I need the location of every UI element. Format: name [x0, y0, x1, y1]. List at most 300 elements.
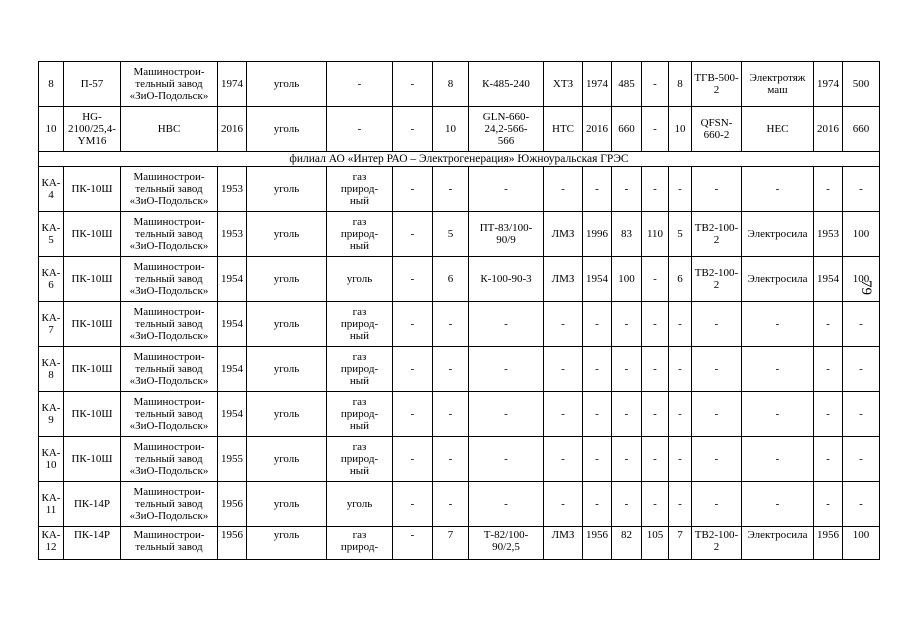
turbine-year-cell: - [583, 482, 612, 527]
heat-output-cell: - [642, 302, 669, 347]
reserve-fuel-line: уголь [346, 273, 373, 285]
turbine-manufacturer-cell: ЛМЗ [544, 257, 583, 302]
turbine-type-cell [469, 392, 544, 437]
generator-manufacturer-cell [742, 437, 814, 482]
row-number-line: 8 [48, 369, 54, 381]
boiler-manufacturer-line: Машинострои- [133, 529, 205, 541]
heat-output-cell: - [642, 437, 669, 482]
heat-output-cell: - [642, 257, 669, 302]
reserve-fuel-cell [327, 212, 393, 257]
turbine-type-line: ПТ-83/100- [479, 222, 533, 234]
generator-power-cell: 100 [843, 257, 880, 302]
unit-number-cell: - [433, 347, 469, 392]
reserve-fuel-line: ный [349, 240, 370, 252]
branch-row [39, 152, 880, 167]
reserve-fuel-line: газ [352, 216, 367, 228]
boiler-manufacturer-line: Машинострои- [133, 306, 205, 318]
boiler-model-line: ПК-10Ш [71, 363, 113, 375]
generator-type-line: ТВ2-100- [694, 529, 739, 541]
turbine-manufacturer-cell: - [544, 302, 583, 347]
turbine-manufacturer-cell: НТС [544, 107, 583, 152]
heat-output-cell: - [642, 392, 669, 437]
boiler-manufacturer-line: НВС [157, 123, 181, 135]
generator-manufacturer-line: Электросила [747, 273, 808, 285]
row-number-line: 10 [45, 459, 57, 471]
boiler-manufacturer-line: «ЗиО-Подольск» [129, 330, 209, 342]
table-row [39, 482, 880, 527]
col-7-cell: - [393, 212, 433, 257]
col-7-cell: - [393, 482, 433, 527]
heat-output-cell: - [642, 107, 669, 152]
row-number-line: 5 [48, 234, 54, 246]
turbine-type-line: - [504, 498, 508, 510]
heat-output-cell: - [642, 347, 669, 392]
boiler-manufacturer-line: «ЗиО-Подольск» [129, 240, 209, 252]
unit-number-cell: 6 [433, 257, 469, 302]
turbine-type-line: 24,2-566- [484, 123, 528, 135]
turbine-type-line: - [504, 363, 508, 375]
generator-year-cell: 2016 [814, 107, 843, 152]
turbine-power-cell: 82 [612, 527, 642, 560]
row-number-line: 4 [48, 189, 54, 201]
generator-manufacturer-cell [742, 257, 814, 302]
generator-type-line: - [714, 183, 719, 195]
boiler-manufacturer-line: тельный завод [135, 228, 203, 240]
generator-type-line: 2 [713, 279, 720, 291]
row-number-line: КА- [41, 267, 61, 279]
row-number-line: 12 [45, 541, 57, 553]
reserve-fuel-line: газ [352, 529, 367, 541]
generator-year-cell: - [814, 437, 843, 482]
reserve-fuel-cell [327, 437, 393, 482]
boiler-model-line: ПК-14Р [73, 529, 111, 541]
boiler-year-cell: 1955 [218, 437, 247, 482]
row-number-line: КА- [41, 447, 61, 459]
boiler-year-cell: 1954 [218, 257, 247, 302]
turbine-power-cell: - [612, 392, 642, 437]
generator-year-cell: 1956 [814, 527, 843, 560]
reserve-fuel-line: ный [349, 465, 370, 477]
generator-type-cell [692, 212, 742, 257]
generator-type-line: - [714, 498, 719, 510]
boiler-manufacturer-line: тельный завод [135, 498, 203, 510]
generator-type-cell [692, 347, 742, 392]
boiler-manufacturer-line: «ЗиО-Подольск» [129, 90, 209, 102]
boiler-model-line: ПК-10Ш [71, 273, 113, 285]
reserve-fuel-cell [327, 392, 393, 437]
heat-output-cell: - [642, 62, 669, 107]
boiler-year-cell: 1954 [218, 302, 247, 347]
boiler-model-line: ПК-10Ш [71, 318, 113, 330]
reserve-fuel-cell [327, 167, 393, 212]
reserve-fuel-line: газ [352, 171, 367, 183]
generator-number-cell: - [669, 167, 692, 212]
boiler-model-line: HG- [82, 111, 102, 123]
generator-type-line: 2 [713, 234, 720, 246]
turbine-manufacturer-cell: ХТЗ [544, 62, 583, 107]
generator-type-line: ТВ2-100- [694, 267, 739, 279]
turbine-manufacturer-cell: ЛМЗ [544, 527, 583, 560]
unit-number-cell: 10 [433, 107, 469, 152]
boiler-model-cell [64, 167, 121, 212]
table-row [39, 107, 880, 152]
boiler-model-cell [64, 437, 121, 482]
col-7-cell: - [393, 437, 433, 482]
row-number-line: КА- [41, 177, 61, 189]
unit-number-cell: - [433, 392, 469, 437]
generator-manufacturer-cell [742, 392, 814, 437]
boiler-manufacturer-cell [121, 167, 218, 212]
unit-number-cell: 7 [433, 527, 469, 560]
reserve-fuel-cell [327, 302, 393, 347]
turbine-type-line: GLN-660- [482, 111, 530, 123]
generator-power-cell: 100 [843, 212, 880, 257]
turbine-power-cell: - [612, 347, 642, 392]
boiler-model-cell [64, 212, 121, 257]
reserve-fuel-line: - [357, 78, 362, 90]
boiler-manufacturer-line: «ЗиО-Подольск» [129, 510, 209, 522]
row-number-cell: 8 [39, 62, 64, 107]
boiler-model-line: ПК-10Ш [71, 183, 113, 195]
boiler-model-line: 2100/25,4- [68, 123, 116, 135]
row-number-line: КА- [41, 312, 61, 324]
boiler-manufacturer-cell [121, 212, 218, 257]
boiler-model-cell [64, 392, 121, 437]
main-fuel-cell: уголь [247, 257, 327, 302]
turbine-type-line: К-485-240 [482, 78, 530, 90]
boiler-model-line: ПК-10Ш [71, 408, 113, 420]
generator-manufacturer-line: - [775, 363, 780, 375]
main-fuel-cell: уголь [247, 527, 327, 560]
row-number-line: КА- [41, 357, 61, 369]
turbine-power-cell: 100 [612, 257, 642, 302]
generator-power-cell: - [843, 437, 880, 482]
generator-number-cell: - [669, 347, 692, 392]
row-number-line: КА- [41, 529, 61, 541]
row-number-cell [39, 392, 64, 437]
unit-number-cell: - [433, 302, 469, 347]
unit-number-cell: - [433, 437, 469, 482]
reserve-fuel-line: - [357, 123, 362, 135]
generator-type-cell [692, 437, 742, 482]
turbine-year-cell: - [583, 167, 612, 212]
boiler-manufacturer-line: тельный завод [135, 453, 203, 465]
table-row [39, 62, 880, 107]
generator-number-cell: 10 [669, 107, 692, 152]
table-row [39, 527, 880, 560]
boiler-model-cell [64, 107, 121, 152]
boiler-manufacturer-line: тельный завод [135, 318, 203, 330]
generator-manufacturer-cell [742, 302, 814, 347]
row-number-line: КА- [41, 492, 61, 504]
generator-number-cell: - [669, 302, 692, 347]
boiler-model-cell [64, 482, 121, 527]
generator-type-cell [692, 107, 742, 152]
row-number-cell [39, 167, 64, 212]
reserve-fuel-line: уголь [346, 498, 373, 510]
boiler-manufacturer-line: Машинострои- [133, 66, 205, 78]
generator-power-cell: 660 [843, 107, 880, 152]
reserve-fuel-cell [327, 347, 393, 392]
generator-manufacturer-line: - [775, 183, 780, 195]
turbine-manufacturer-cell: ЛМЗ [544, 212, 583, 257]
heat-output-cell: 105 [642, 527, 669, 560]
turbine-year-cell: - [583, 347, 612, 392]
reserve-fuel-line: природ- [340, 318, 379, 330]
row-number-line: 9 [48, 414, 54, 426]
reserve-fuel-line: газ [352, 396, 367, 408]
boiler-model-cell [64, 62, 121, 107]
boiler-model-line: П-57 [80, 78, 104, 90]
table-row [39, 257, 880, 302]
turbine-type-cell [469, 107, 544, 152]
generator-manufacturer-line: Электросила [747, 228, 808, 240]
main-fuel-cell: уголь [247, 392, 327, 437]
boiler-model-line: ПК-10Ш [71, 228, 113, 240]
boiler-manufacturer-line: «ЗиО-Подольск» [129, 375, 209, 387]
generator-power-cell: - [843, 167, 880, 212]
reserve-fuel-line: природ- [340, 183, 379, 195]
boiler-manufacturer-cell [121, 62, 218, 107]
col-7-cell: - [393, 527, 433, 560]
generator-year-cell: 1954 [814, 257, 843, 302]
reserve-fuel-line: природ- [340, 363, 379, 375]
col-7-cell: - [393, 347, 433, 392]
turbine-manufacturer-cell: - [544, 392, 583, 437]
turbine-power-cell: - [612, 302, 642, 347]
turbine-type-line: - [504, 453, 508, 465]
main-fuel-cell: уголь [247, 302, 327, 347]
generator-type-line: ТВ2-100- [694, 222, 739, 234]
turbine-type-line: 566 [497, 135, 515, 147]
main-fuel-cell: уголь [247, 167, 327, 212]
turbine-type-line: - [504, 183, 508, 195]
row-number-cell [39, 527, 64, 560]
row-number-cell [39, 482, 64, 527]
reserve-fuel-line: природ- [340, 408, 379, 420]
generator-year-cell: - [814, 302, 843, 347]
boiler-manufacturer-cell [121, 347, 218, 392]
generator-type-line: ТГВ-500- [694, 72, 739, 84]
col-7-cell: - [393, 392, 433, 437]
reserve-fuel-cell [327, 527, 393, 560]
turbine-power-cell: 660 [612, 107, 642, 152]
reserve-fuel-line: ный [349, 330, 370, 342]
turbine-power-cell: 485 [612, 62, 642, 107]
main-fuel-cell: уголь [247, 107, 327, 152]
table-row [39, 167, 880, 212]
boiler-manufacturer-line: Машинострои- [133, 351, 205, 363]
boiler-manufacturer-line: Машинострои- [133, 441, 205, 453]
turbine-manufacturer-cell: - [544, 482, 583, 527]
boiler-year-cell: 1956 [218, 527, 247, 560]
turbine-power-cell: - [612, 482, 642, 527]
generator-type-line: - [714, 453, 719, 465]
generator-year-cell: 1974 [814, 62, 843, 107]
boiler-model-cell [64, 302, 121, 347]
boiler-year-cell: 1953 [218, 167, 247, 212]
reserve-fuel-line: природ- [340, 541, 379, 553]
col-7-cell: - [393, 107, 433, 152]
generator-type-cell [692, 527, 742, 560]
boiler-manufacturer-line: тельный завод [135, 541, 203, 553]
equipment-table [38, 61, 880, 560]
boiler-manufacturer-line: «ЗиО-Подольск» [129, 285, 209, 297]
generator-manufacturer-cell [742, 347, 814, 392]
boiler-manufacturer-line: «ЗиО-Подольск» [129, 465, 209, 477]
generator-number-cell: 8 [669, 62, 692, 107]
reserve-fuel-line: газ [352, 306, 367, 318]
boiler-model-line: ПК-10Ш [71, 453, 113, 465]
boiler-manufacturer-line: Машинострои- [133, 486, 205, 498]
generator-number-cell: - [669, 482, 692, 527]
boiler-year-cell: 1974 [218, 62, 247, 107]
turbine-type-line: Т-82/100- [483, 529, 529, 541]
reserve-fuel-line: газ [352, 441, 367, 453]
generator-number-cell: - [669, 392, 692, 437]
turbine-year-cell: 1996 [583, 212, 612, 257]
table-row [39, 347, 880, 392]
boiler-manufacturer-line: тельный завод [135, 408, 203, 420]
generator-power-cell: 500 [843, 62, 880, 107]
boiler-manufacturer-cell [121, 257, 218, 302]
table-row [39, 212, 880, 257]
generator-type-cell [692, 257, 742, 302]
main-fuel-cell: уголь [247, 212, 327, 257]
reserve-fuel-line: ный [349, 195, 370, 207]
reserve-fuel-cell [327, 107, 393, 152]
generator-manufacturer-line: - [775, 453, 780, 465]
row-number-cell: 10 [39, 107, 64, 152]
generator-number-cell: - [669, 437, 692, 482]
heat-output-cell: - [642, 482, 669, 527]
row-number-line: 7 [48, 324, 54, 336]
row-number-cell [39, 437, 64, 482]
unit-number-cell: - [433, 167, 469, 212]
turbine-type-cell [469, 482, 544, 527]
reserve-fuel-line: ный [349, 375, 370, 387]
boiler-model-cell [64, 257, 121, 302]
boiler-manufacturer-line: «ЗиО-Подольск» [129, 420, 209, 432]
reserve-fuel-cell [327, 482, 393, 527]
turbine-type-cell [469, 62, 544, 107]
reserve-fuel-cell [327, 62, 393, 107]
generator-year-cell: - [814, 482, 843, 527]
turbine-power-cell: 83 [612, 212, 642, 257]
row-number-line: 6 [48, 279, 54, 291]
generator-manufacturer-line: - [775, 408, 780, 420]
reserve-fuel-cell [327, 257, 393, 302]
generator-manufacturer-line: - [775, 318, 780, 330]
unit-number-cell: - [433, 482, 469, 527]
row-number-line: КА- [41, 402, 61, 414]
boiler-model-cell [64, 347, 121, 392]
generator-year-cell: - [814, 392, 843, 437]
generator-type-line: - [714, 408, 719, 420]
turbine-year-cell: 2016 [583, 107, 612, 152]
turbine-type-line: К-100-90-3 [480, 273, 532, 285]
turbine-type-cell [469, 212, 544, 257]
heat-output-cell: - [642, 167, 669, 212]
generator-number-cell: 7 [669, 527, 692, 560]
generator-manufacturer-line: НЕС [766, 123, 789, 135]
unit-number-cell: 5 [433, 212, 469, 257]
turbine-year-cell: 1956 [583, 527, 612, 560]
generator-year-cell: 1953 [814, 212, 843, 257]
unit-number-cell: 8 [433, 62, 469, 107]
boiler-year-cell: 1954 [218, 392, 247, 437]
generator-year-cell: - [814, 167, 843, 212]
generator-type-line: 660-2 [703, 129, 730, 141]
reserve-fuel-line: газ [352, 351, 367, 363]
reserve-fuel-line: природ- [340, 453, 379, 465]
generator-manufacturer-line: Электросила [747, 529, 808, 541]
row-number-cell [39, 302, 64, 347]
boiler-manufacturer-line: тельный завод [135, 183, 203, 195]
boiler-manufacturer-cell [121, 437, 218, 482]
turbine-type-cell [469, 437, 544, 482]
turbine-type-cell [469, 347, 544, 392]
generator-type-cell [692, 167, 742, 212]
turbine-type-cell [469, 167, 544, 212]
boiler-manufacturer-line: тельный завод [135, 363, 203, 375]
branch-title: филиал АО «Интер РАО – Электрогенерация» Южноуральская ГРЭС [39, 152, 880, 167]
generator-type-cell [692, 302, 742, 347]
generator-type-cell [692, 482, 742, 527]
generator-manufacturer-cell [742, 167, 814, 212]
generator-power-cell: 100 [843, 527, 880, 560]
boiler-manufacturer-cell [121, 392, 218, 437]
turbine-year-cell: 1954 [583, 257, 612, 302]
boiler-manufacturer-line: Машинострои- [133, 216, 205, 228]
boiler-manufacturer-line: тельный завод [135, 78, 203, 90]
table-row [39, 392, 880, 437]
reserve-fuel-line: ный [349, 420, 370, 432]
generator-type-line: 2 [713, 84, 720, 96]
generator-type-line: - [714, 363, 719, 375]
boiler-manufacturer-line: Машинострои- [133, 396, 205, 408]
boiler-model-cell [64, 527, 121, 560]
row-number-line: КА- [41, 222, 61, 234]
boiler-manufacturer-cell [121, 302, 218, 347]
boiler-manufacturer-line: тельный завод [135, 273, 203, 285]
row-number-line: 11 [45, 504, 57, 516]
generator-power-cell: - [843, 302, 880, 347]
boiler-manufacturer-line: «ЗиО-Подольск» [129, 195, 209, 207]
generator-number-cell: 5 [669, 212, 692, 257]
boiler-model-line: ПК-14Р [73, 498, 111, 510]
turbine-type-cell [469, 302, 544, 347]
table-row [39, 437, 880, 482]
row-number-cell [39, 212, 64, 257]
generator-manufacturer-cell [742, 527, 814, 560]
boiler-manufacturer-cell [121, 107, 218, 152]
generator-power-cell: - [843, 347, 880, 392]
generator-number-cell: 6 [669, 257, 692, 302]
turbine-type-line: - [504, 318, 508, 330]
turbine-type-line: 90/2,5 [492, 541, 520, 553]
turbine-type-cell [469, 527, 544, 560]
heat-output-cell: 110 [642, 212, 669, 257]
turbine-type-cell [469, 257, 544, 302]
generator-type-cell [692, 62, 742, 107]
turbine-type-line: - [504, 408, 508, 420]
turbine-year-cell: 1974 [583, 62, 612, 107]
page-number: 79 [858, 280, 874, 295]
boiler-model-line: YM16 [77, 135, 107, 147]
boiler-year-cell: 1953 [218, 212, 247, 257]
main-fuel-cell: уголь [247, 437, 327, 482]
